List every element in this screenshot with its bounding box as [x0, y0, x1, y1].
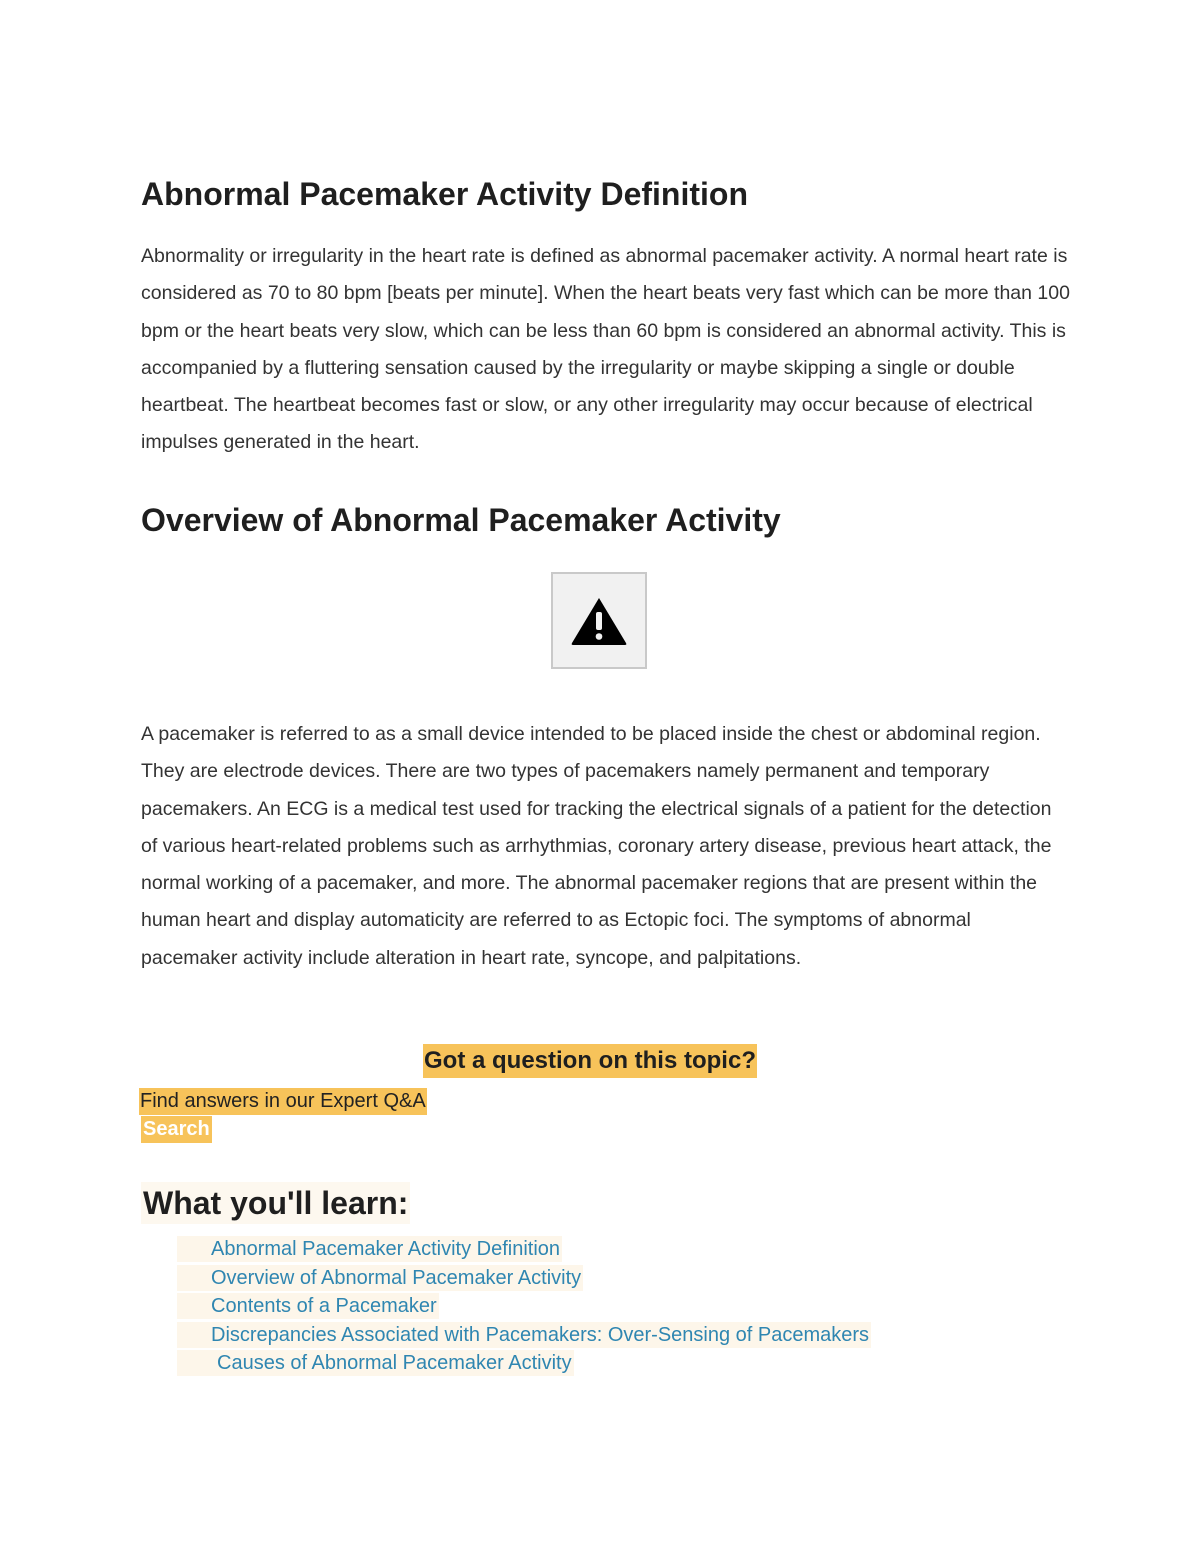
overview-paragraph: A pacemaker is referred to as a small device intended to be placed inside the chest or abdominal region. They are electrode devices. There are two types of pacemakers namely permanent and temporary pacemakers. An ECG is a medical test used for tracking the electrical signals of a patient for the detection of various heart-related problems such as arrhythmias, coronary artery disease, previous heart attack, the normal working of a pacemaker, and more. The abnormal pacemaker regions that are present within the human heart and display automaticity are referred to as Ectopic foci. The symptoms of abnormal pacemaker activity include alteration in heart rate, syncope, and palpitations.: [141, 723, 1052, 969]
definition-paragraph: Abnormality or irregularity in the heart rate is defined as abnormal pacemaker activity. A normal heart rate is considered as 70 to 80 bpm [beats per minute]. When the heart beats very fast which can be more than 100 bpm or the heart beats very slow, which can be less than 60 bpm is considered an abnormal activity. This is accompanied by a fluttering sensation caused by the irregularity or maybe skipping a single or double heartbeat. The heartbeat becomes fast or slow, or any other irregularity may occur because of electrical impulses generated in the heart.: [141, 245, 1070, 454]
toc-link-contents[interactable]: Contents of a Pacemaker: [177, 1293, 439, 1319]
broken-image-placeholder: [551, 572, 647, 669]
learn-heading: What you'll learn:: [141, 1182, 410, 1224]
toc-item: [177, 1265, 871, 1294]
toc-item: [177, 1350, 871, 1379]
toc-item: [177, 1293, 871, 1322]
toc-link-definition[interactable]: Abnormal Pacemaker Activity Definition: [177, 1236, 562, 1262]
overview-heading: Overview of Abnormal Pacemaker Activity: [141, 502, 781, 538]
expert-qa-link[interactable]: Find answers in our Expert Q&A: [139, 1088, 427, 1115]
toc-link-discrepancies[interactable]: Discrepancies Associated with Pacemakers: Over-Sensing of Pacemakers: [177, 1322, 871, 1348]
toc-item: [177, 1236, 871, 1265]
warning-icon: [570, 596, 628, 646]
toc-item: [177, 1322, 871, 1351]
toc-link-overview[interactable]: Overview of Abnormal Pacemaker Activity: [177, 1265, 583, 1291]
question-banner: Got a question on this topic?: [423, 1044, 757, 1078]
search-button[interactable]: Search: [141, 1116, 212, 1143]
toc-link-causes[interactable]: Causes of Abnormal Pacemaker Activity: [177, 1350, 574, 1376]
table-of-contents: [177, 1236, 871, 1379]
definition-heading: Abnormal Pacemaker Activity Definition: [141, 176, 748, 212]
